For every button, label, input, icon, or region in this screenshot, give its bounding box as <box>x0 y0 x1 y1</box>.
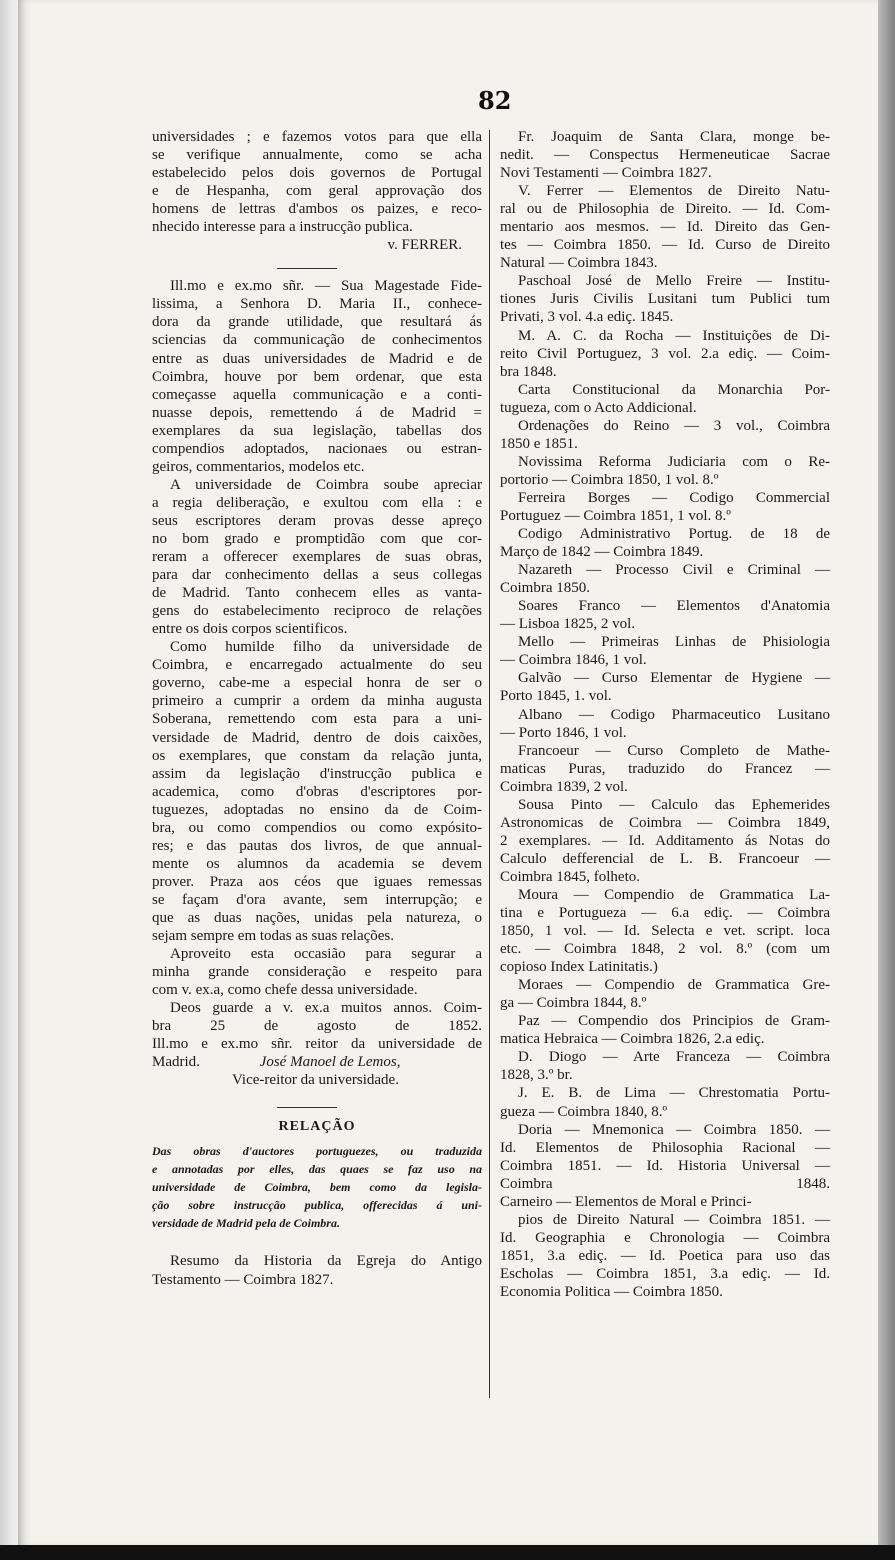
bibliography-line: Id. Elementos de Philosophia Racional — <box>500 1139 830 1156</box>
intro-line: nhecido interesse para a instrucção publica. <box>152 219 413 236</box>
bibliography-line: Sousa Pinto — Calculo das Ephemerides <box>518 796 830 813</box>
letter-line: começasse aquella communicação e a conti- <box>152 386 482 403</box>
caption-line: ção sobre instrucção publica, offerecidas á uni- <box>152 1198 482 1213</box>
page-binding-edge <box>0 0 18 1545</box>
letter-line: de Madrid. Tanto conhecem elles as vanta- <box>152 585 482 602</box>
bibliography-line: Carneiro — Elementos de Moral e Princi- <box>500 1193 752 1210</box>
spacer <box>152 1232 482 1252</box>
bibliography-list <box>500 128 830 1301</box>
bibliography-line: Calculo defferencial de L. B. Francoeur — <box>500 850 830 867</box>
intro-line: homens de lettras d'ambos os paizes, e reco- <box>152 201 482 218</box>
intro-line: estabelecido pelos dois governos de Portugal <box>152 165 482 182</box>
bibliography-line: Coimbra 1839, 2 vol. <box>500 778 628 795</box>
bibliography-line: Albano — Codigo Pharmaceutico Lusitano <box>518 706 830 723</box>
left-column <box>152 128 482 1289</box>
letter-line: res; e das pautas dos livros, de que annual- <box>152 837 482 854</box>
letter-line: no bom grado e promptidão com que cor- <box>152 530 482 547</box>
letter-line: geiros, commentarios, modelos etc. <box>152 458 365 475</box>
bibliography-line: Galvão — Curso Elementar de Hygiene — <box>518 670 830 687</box>
letter-line: lissima, a Senhora D. Maria II., conhece- <box>152 296 482 313</box>
bibliography-line: — Lisboa 1825, 2 vol. <box>500 616 635 633</box>
letter-line: A universidade de Coimbra soube apreciar <box>170 476 482 493</box>
bibliography-line: Carta Constitucional da Monarchia Por- <box>518 381 830 398</box>
relacao-heading: RELAÇÃO <box>278 1119 356 1135</box>
relacao-caption <box>152 1142 482 1232</box>
letter-line: primeiro a cumprir a ordem da minha augusta <box>152 693 482 710</box>
bibliography-line: nedit. — Conspectus Hermeneuticae Sacrae <box>500 147 830 164</box>
bibliography-line: Economia Politica — Coimbra 1850. <box>500 1284 723 1300</box>
letter-line: compendios adoptados, nacionaes ou estran- <box>152 440 482 457</box>
relacao-first-entry <box>152 1252 482 1288</box>
letter-line: reram a offerecer exemplares de suas obras, <box>152 549 482 566</box>
letter-paragraph-2 <box>152 476 482 638</box>
bibliography-line: bra 1848. <box>500 363 557 380</box>
bibliography-line: Moura — Compendio de Grammatica La- <box>518 886 830 903</box>
bibliography-line: Novissima Reforma Judiciaria com o Re- <box>518 453 830 470</box>
right-column <box>500 128 830 1301</box>
bibliography-line: Fr. Joaquim de Santa Clara, monge be- <box>518 129 830 145</box>
bibliography-line: 1851, 3.a ediç. — Id. Poetica para uso das <box>500 1247 830 1264</box>
bibliography-line: Portuguez — Coimbra 1851, 1 vol. 8.º <box>500 507 731 524</box>
letter-line: com v. ex.a, como chefe dessa universidade. <box>152 982 418 999</box>
bibliography-line: 1850 e 1851. <box>500 435 578 452</box>
letter-line: minha grande consideração e respeito para <box>152 964 482 981</box>
bibliography-line: Ordenações do Reino — 3 vol., Coimbra <box>518 417 830 434</box>
letter-line: Aproveito esta occasião para segurar a <box>170 946 482 963</box>
page-number: 82 <box>478 86 512 115</box>
caption-line: e annotadas por elles, das quaes se faz uso na <box>152 1162 482 1177</box>
letter-line: academica, como d'obras d'escriptores por- <box>152 783 482 800</box>
intro-line: universidades ; e fazemos votos para que ella <box>152 129 482 145</box>
bibliography-line: Astronomicas de Coimbra — Coimbra 1849, <box>500 814 830 831</box>
letter-line: os exemplares, que constam da relação junta, <box>152 747 482 764</box>
bibliography-line: gueza — Coimbra 1840, 8.º <box>500 1103 668 1120</box>
entry-line: Resumo da Historia da Egreja do Antigo <box>170 1253 482 1270</box>
bibliography-line: Coimbra 1845, folheto. <box>500 868 640 885</box>
letter-line: entre os dois corpos scientificos. <box>152 621 348 638</box>
letter-line: seus escriptores deram provas desse apreço <box>152 512 482 529</box>
bibliography-line: — Porto 1846, 1 vol. <box>500 724 627 741</box>
caption-line: versidade de Madrid pela de Coimbra. <box>152 1216 340 1231</box>
separator-rule-2 <box>277 1107 337 1108</box>
intro-paragraph <box>152 128 482 236</box>
bibliography-line: Soares Franco — Elementos d'Anatomia <box>518 598 830 615</box>
letter-paragraph-1 <box>152 277 482 476</box>
letter-line: assim da legislação d'instrucção publica e <box>152 765 482 782</box>
closing-title: Vice-reitor da universidade. <box>232 1072 399 1089</box>
bibliography-line: tiones Juris Civilis Lusitani tum Publici tum <box>500 291 830 308</box>
bibliography-line: copioso Index Latinitatis.) <box>500 959 658 976</box>
bibliography-line: tes — Coimbra 1850. — Id. Curso de Direito <box>500 237 830 254</box>
bibliography-line: 2 exemplares. — Id. Additamento ás Notas do <box>500 832 830 849</box>
bibliography-line: Natural — Coimbra 1843. <box>500 255 658 272</box>
bibliography-line: Codigo Administrativo Portug. de 18 de <box>518 526 830 543</box>
bibliography-line: Coimbra 1851. — Id. Historia Universal — <box>500 1157 830 1174</box>
caption-line: universidade de Coimbra, bem como da legisla- <box>152 1180 482 1195</box>
bibliography-line: Nazareth — Processo Civil e Criminal — <box>518 562 830 579</box>
caption-line: Das obras d'auctores portuguezes, ou traduzida <box>152 1144 482 1159</box>
letter-line: Coimbra, houve por bem ordenar, que esta <box>152 368 482 385</box>
letter-line: a regia deliberação, e exultou com ella : e <box>152 494 482 511</box>
letter-line: Soberana, remettendo com esta para a uni- <box>152 711 482 728</box>
letter-line: mente os alumnos da academia se devem <box>152 855 482 872</box>
bibliography-line: — Coimbra 1846, 1 vol. <box>500 652 647 669</box>
letter-line: gens do estabelecimento reciproco de relações <box>152 603 482 620</box>
closing-line: bra 25 de agosto de 1852. <box>152 1018 482 1035</box>
bibliography-line: Coimbra 1850. <box>500 580 590 597</box>
column-divider <box>489 130 490 1398</box>
letter-closing <box>152 999 482 1053</box>
letter-line: se façam d'ora avante, sem interrupção; e <box>152 891 482 908</box>
bibliography-line: Paz — Compendio dos Principios de Gram- <box>518 1013 830 1030</box>
letter-line: entre as duas universidades de Madrid e de <box>152 350 482 367</box>
entry-line: Testamento — Coimbra 1827. <box>152 1271 334 1288</box>
closing-madrid: Madrid. <box>152 1054 200 1071</box>
bibliography-line: etc. — Coimbra 1848, 2 vol. 8.º (com um <box>500 941 830 958</box>
bibliography-line: tugueza, com o Acto Addicional. <box>500 399 697 416</box>
letter-paragraph-3 <box>152 638 482 945</box>
bibliography-line: mentario aos mesmos. — Id. Direito das Gen- <box>500 219 830 236</box>
letter-line: sciencias da communicação de conhecimentos <box>152 332 482 349</box>
letter-line: bra, ou como compendios ou como expósito- <box>152 819 482 836</box>
letter-line: para dar conhecimento dellas a seus collegas <box>152 567 482 584</box>
letter-line: Como humilde filho da universidade de <box>170 639 482 656</box>
bibliography-line: portorio — Coimbra 1850, 1 vol. 8.º <box>500 471 719 488</box>
bibliography-line: tina e Portugueza — 6.a ediç. — Coimbra <box>500 905 830 922</box>
bibliography-line: ral ou de Philosophia de Direito. — Id. Com- <box>500 201 830 218</box>
letter-line: governo, cabe-me a especial honra de ser o <box>152 675 482 692</box>
scan-bottom-border <box>0 1545 895 1560</box>
separator-rule <box>277 268 337 269</box>
bibliography-line: Porto 1845, 1. vol. <box>500 688 612 705</box>
bibliography-line: maticas Puras, traduzido do Francez — <box>500 760 830 777</box>
page-right-edge <box>878 0 895 1545</box>
letter-line: que as duas nações, unidas pela natureza, o <box>152 909 482 926</box>
bibliography-line: Francoeur — Curso Completo de Mathe- <box>518 742 830 759</box>
intro-line: e de Hespanha, com geral approvação dos <box>152 183 482 200</box>
letter-line: versidade de Madrid, dentro de dois caixões, <box>152 729 482 746</box>
letter-line: tuguezes, adoptadas no ensino da de Coim- <box>152 801 482 818</box>
closing-madrid-line <box>152 1053 482 1071</box>
bibliography-line: Privati, 3 vol. 4.a ediç. 1845. <box>500 309 674 326</box>
letter-line: Coimbra, e encarregado actualmente do seu <box>152 657 482 674</box>
bibliography-line: Moraes — Compendio de Grammatica Gre- <box>518 977 830 994</box>
letter-line: Ill.mo e ex.mo sñr. — Sua Magestade Fide- <box>170 278 482 295</box>
bibliography-line: Novi Testamenti — Coimbra 1827. <box>500 165 712 182</box>
closing-line: Ill.mo e ex.mo sñr. reitor da universidade de <box>152 1036 482 1053</box>
intro-line: se verifique annualmente, como se acha <box>152 147 482 164</box>
bibliography-line: M. A. C. da Rocha — Instituições de Di- <box>518 327 830 344</box>
bibliography-line: Escholas — Coimbra 1851, 3.a ediç. — Id. <box>500 1265 830 1282</box>
bibliography-line: Paschoal José de Mello Freire — Institu- <box>518 273 830 290</box>
letter-line: dora da grande utilidade, que resultará ás <box>152 314 482 331</box>
bibliography-line: 1828, 3.º br. <box>500 1067 573 1084</box>
letter-line: exemplares da sua legislação, tabellas dos <box>152 422 482 439</box>
letter-paragraph-4 <box>152 945 482 999</box>
bibliography-line: Ferreira Borges — Codigo Commercial <box>518 489 830 506</box>
closing-line: Deos guarde a v. ex.a muitos annos. Coim- <box>170 1000 482 1017</box>
letter-line: prover. Praza aos céos que iguaes remessas <box>152 873 482 890</box>
bibliography-line: V. Ferrer — Elementos de Direito Natu- <box>518 183 830 200</box>
bibliography-line: Coimbra 1848. <box>500 1175 830 1192</box>
bibliography-line: Id. Geographia e Chronologia — Coimbra <box>500 1229 830 1246</box>
signature-ferrer: v. FERRER. <box>387 237 462 254</box>
bibliography-line: Mello — Primeiras Linhas de Phisiologia <box>518 634 830 651</box>
bibliography-line: pios de Direito Natural — Coimbra 1851. — <box>518 1211 830 1228</box>
bibliography-line: reito Civil Portuguez, 3 vol. 2.a ediç. — Coim- <box>500 345 830 362</box>
bibliography-line: Doria — Mnemonica — Coimbra 1850. — <box>518 1121 830 1138</box>
letter-line: sejam sempre em todas as suas relações. <box>152 928 394 945</box>
bibliography-line: 1850, 1 vol. — Id. Selecta e vet. script. loca <box>500 923 830 940</box>
bibliography-line: J. E. B. de Lima — Chrestomatia Portu- <box>518 1085 830 1102</box>
bibliography-line: Março de 1842 — Coimbra 1849. <box>500 544 704 561</box>
closing-name: José Manoel de Lemos, <box>259 1054 401 1071</box>
bibliography-line: D. Diogo — Arte Franceza — Coimbra <box>518 1049 830 1066</box>
letter-line: nuasse depois, remettendo á de Madrid = <box>152 404 482 421</box>
bibliography-line: ga — Coimbra 1844, 8.º <box>500 995 647 1012</box>
bibliography-line: matica Hebraica — Coimbra 1826, 2.a ediç. <box>500 1031 765 1048</box>
